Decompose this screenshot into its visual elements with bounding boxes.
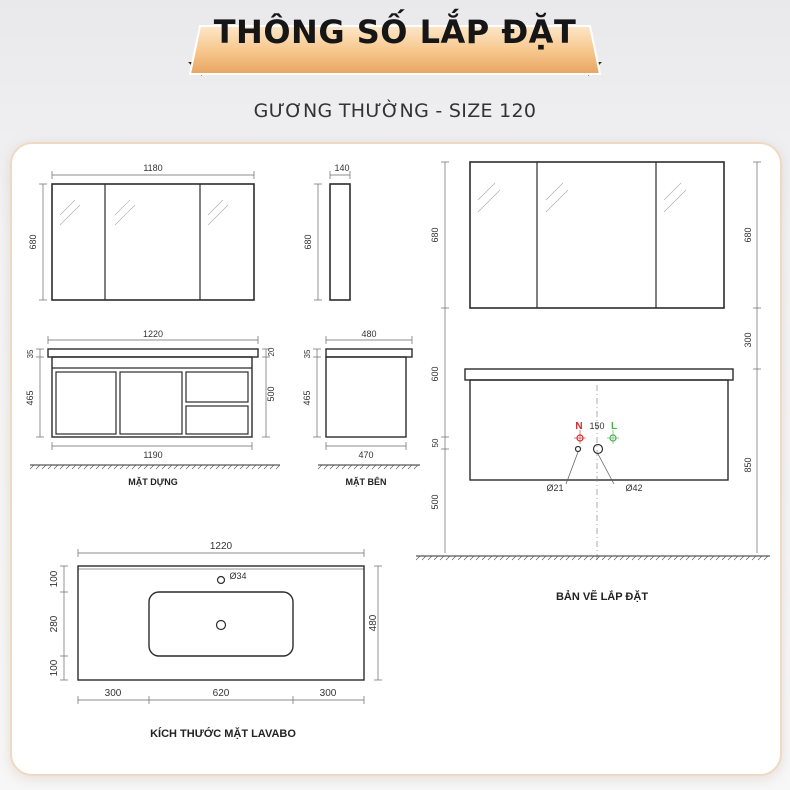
cabinet-top-width-label: 1220 xyxy=(142,329,164,339)
install-mirror-height-left: 680 xyxy=(430,227,440,243)
install-mirror-height-right: 680 xyxy=(743,227,753,243)
nl-spacing-label: 150 xyxy=(589,421,605,431)
mirror-side-view xyxy=(303,163,350,300)
cabinet-side-view xyxy=(302,329,420,469)
mirror-height-label: 680 xyxy=(28,234,38,250)
cabinet-right-small-label: 20 xyxy=(267,347,276,357)
basin-bowl-width-label: 620 xyxy=(212,688,230,699)
install-floor-to-pipe: 500 xyxy=(430,494,440,510)
basin-bottom-margin-label: 100 xyxy=(49,659,60,677)
cabinet-body-height-label: 465 xyxy=(25,390,35,406)
basin-width-label: 1220 xyxy=(209,541,233,552)
live-label: L xyxy=(610,421,618,432)
side-body-height-label: 465 xyxy=(302,390,312,406)
side-top-thickness-label: 35 xyxy=(303,349,312,359)
side-view-caption: MẶT BÊN xyxy=(345,477,387,487)
basin-top-margin-label: 100 xyxy=(49,570,60,588)
mirror-side-height-label: 680 xyxy=(303,234,313,250)
basin-caption: KÍCH THƯỚC MẶT LAVABO xyxy=(150,728,296,740)
front-view-caption: MẶT DỰNG xyxy=(128,477,178,487)
page-subtitle: GƯƠNG THƯỜNG - SIZE 120 xyxy=(253,100,537,122)
mirror-depth-label: 140 xyxy=(334,163,350,173)
install-pipe-offset: 50 xyxy=(431,438,440,448)
basin-depth-label: 480 xyxy=(368,614,379,632)
floor-hatch-side xyxy=(318,465,418,469)
side-bottom-depth-label: 470 xyxy=(358,450,374,460)
cabinet-bottom-width-label: 1190 xyxy=(143,450,163,460)
floor-hatch-install xyxy=(416,556,768,560)
floor-hatch-front xyxy=(30,465,280,469)
mirror-width-label: 1180 xyxy=(143,163,163,173)
drain-small-label: Ø21 xyxy=(546,483,564,493)
cabinet-right-total-label: 500 xyxy=(266,386,276,402)
install-gap-right: 300 xyxy=(743,332,753,348)
install-floor-to-top: 850 xyxy=(743,457,753,473)
install-gap-left: 600 xyxy=(430,366,440,382)
basin-hole-label: Ø34 xyxy=(229,571,247,581)
basin-bowl-height-label: 280 xyxy=(49,615,60,633)
page-title: THÔNG SỐ LẮP ĐẶT xyxy=(213,13,577,51)
neutral-label: N xyxy=(575,421,583,432)
installation-drawing xyxy=(416,162,770,560)
drain-large-label: Ø42 xyxy=(625,483,643,493)
cabinet-front-view xyxy=(25,329,280,469)
basin-top-view xyxy=(49,541,382,704)
basin-right-margin-label: 300 xyxy=(319,688,337,699)
mirror-front-view xyxy=(28,163,254,300)
basin-left-margin-label: 300 xyxy=(104,688,122,699)
side-top-depth-label: 480 xyxy=(361,329,377,339)
install-drawing-caption: BẢN VẼ LẮP ĐẶT xyxy=(555,591,649,603)
cabinet-top-thickness-label: 35 xyxy=(26,349,35,359)
